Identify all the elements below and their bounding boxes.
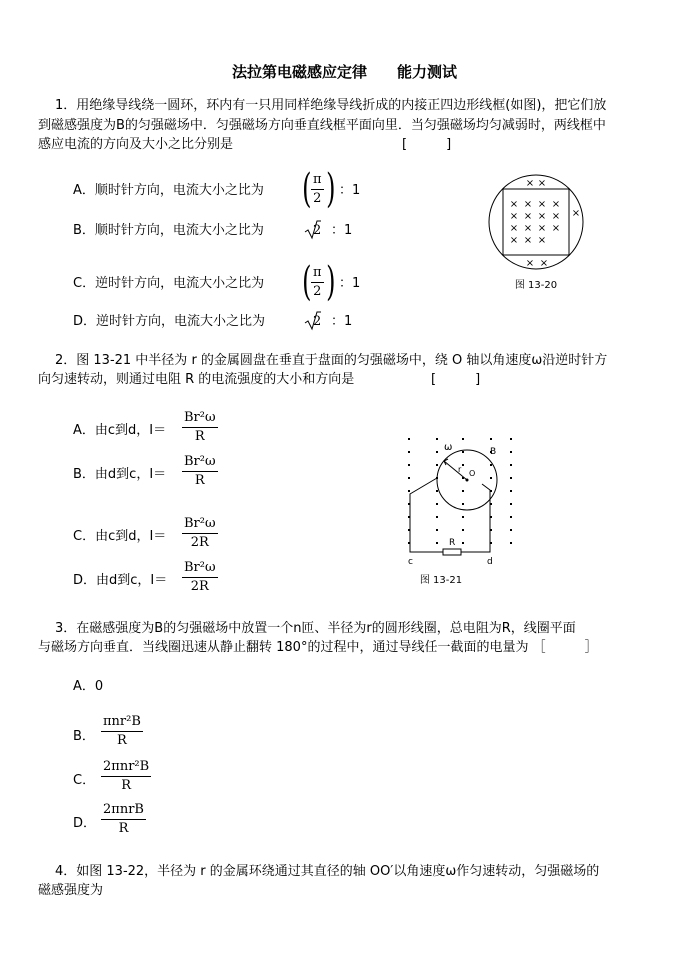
label-r-resistor: R: [449, 538, 456, 548]
frac-denominator: 2R: [190, 579, 209, 594]
field-dot: [510, 438, 512, 440]
field-dot: [510, 529, 512, 531]
label-r: r: [458, 465, 462, 474]
frac-denominator: 2: [313, 284, 322, 299]
ratio-tail: ：1: [339, 183, 361, 198]
field-cross-mark: ×: [539, 258, 549, 269]
q3-stem-line-1: 3．在磁感强度为B的匀强磁场中放置一个n匝、半径为r的圆形线圈，总电阻为R，线圈平面: [55, 621, 576, 636]
sqrt-radicand: 2: [313, 314, 322, 329]
fraction: [182, 560, 218, 595]
paren-left: (: [302, 259, 312, 305]
ratio-tail: ：1: [331, 314, 353, 329]
q2-stem-line-2: 向匀速转动，则通过电阻 R 的电流强度的大小和方向是: [38, 372, 355, 387]
field-dot: [408, 438, 410, 440]
frac-numerator: Br²ω: [182, 560, 218, 578]
q1-option-d: D．逆时针方向，电流大小之比为: [73, 314, 266, 329]
field-dot: [436, 529, 438, 531]
field-cross-mark: ×: [551, 211, 561, 222]
field-cross-mark: ×: [523, 199, 533, 210]
frac-denominator: R: [118, 821, 129, 836]
field-cross-mark: ×: [523, 223, 533, 234]
fraction-pi-over-2: [311, 172, 324, 207]
field-dot: [436, 503, 438, 505]
frac-denominator: R: [194, 473, 205, 488]
field-cross-mark: ×: [523, 211, 533, 222]
label-b: B: [490, 447, 497, 457]
field-cross-mark: ×: [537, 223, 547, 234]
field-dot: [408, 464, 410, 466]
paren-left: (: [302, 166, 312, 212]
field-dot: [510, 477, 512, 479]
frac-numerator: πnr²B: [101, 714, 143, 732]
fraction: [182, 516, 218, 551]
label-o: O: [469, 469, 476, 478]
figure-13-20: [486, 174, 586, 294]
field-cross-mark: ×: [551, 223, 561, 234]
field-dot: [408, 451, 410, 453]
frac-denominator: R: [194, 429, 205, 444]
label-d: d: [487, 557, 493, 567]
figure-label: 图 13-21: [419, 575, 463, 586]
field-cross-mark: ×: [525, 178, 535, 189]
field-cross-mark: ×: [537, 178, 547, 189]
resistor: [443, 549, 461, 555]
fraction: [101, 802, 146, 837]
field-dot: [462, 464, 464, 466]
field-dot: [510, 516, 512, 518]
field-dot: [490, 477, 492, 479]
field-dot: [462, 542, 464, 544]
right-wire: [461, 484, 490, 552]
q2-option-a: A．由c到d，I＝: [73, 423, 167, 438]
field-cross-mark: ×: [509, 223, 519, 234]
field-dot: [510, 490, 512, 492]
frac-numerator: Br²ω: [182, 454, 218, 472]
field-cross-mark: ×: [523, 235, 533, 246]
q1-stem-line-3: 感应电流的方向及大小之比分别是: [38, 137, 234, 152]
field-cross-mark: ×: [551, 199, 561, 210]
page-title: 法拉第电磁感应定律 能力测试: [232, 63, 458, 81]
frac-numerator: π: [311, 172, 324, 190]
q3-option-b: B．: [73, 729, 95, 744]
fraction: [101, 714, 143, 749]
field-dot: [462, 529, 464, 531]
field-dot: [510, 451, 512, 453]
field-dot: [436, 464, 438, 466]
field-dot: [462, 490, 464, 492]
q2-stem-line-1: 2．图 13-21 中半径为 r 的金属圆盘在垂直于盘面的匀强磁场中，绕 O 轴以角速度ω沿逆时针方: [55, 353, 608, 368]
fraction: [182, 454, 218, 489]
field-dot: [462, 503, 464, 505]
q3-option-d: D．: [73, 816, 97, 831]
frac-numerator: 2πnr²B: [101, 759, 151, 777]
field-dot: [490, 464, 492, 466]
field-cross-mark: ×: [525, 258, 535, 269]
q2-option-d: D．由d到c，I＝: [73, 573, 168, 588]
field-cross-mark: ×: [509, 235, 519, 246]
label-omega: ω: [444, 442, 453, 453]
field-cross-mark: ×: [537, 199, 547, 210]
field-cross-mark: ×: [509, 199, 519, 210]
label-c: c: [408, 557, 413, 567]
q3-stem-line-2: 与磁场方向垂直．当线圈迅速从静止翻转 180°的过程中，通过导线任一截面的电量为 ［ ］: [38, 640, 598, 655]
field-dot: [510, 503, 512, 505]
field-dot: [462, 516, 464, 518]
field-dot: [510, 464, 512, 466]
frac-numerator: π: [311, 265, 324, 283]
paren-right: ): [326, 259, 336, 305]
field-dot: [462, 438, 464, 440]
field-dot: [436, 516, 438, 518]
q1-option-c: C．逆时针方向，电流大小之比为: [73, 276, 265, 291]
q1-stem-line-1: 1．用绝缘导线绕一圆环，环内有一只用同样绝缘导线折成的内接正四边形线框(如图)，把它们放: [55, 98, 607, 113]
q2-answer-bracket: [ ]: [431, 372, 481, 387]
field-dot: [436, 438, 438, 440]
field-cross-mark: ×: [537, 211, 547, 222]
frac-denominator: R: [121, 778, 131, 793]
radius-line: [444, 461, 467, 480]
q1-option-a: A．顺时针方向，电流大小之比为: [73, 183, 264, 198]
field-dot: [436, 451, 438, 453]
q4-stem-line-2: 磁感强度为: [38, 883, 104, 898]
field-dot: [510, 542, 512, 544]
q1-stem-line-2: 到磁感强度为B的匀强磁场中．匀强磁场方向垂直线框平面向里．当匀强磁场均匀减弱时，两线框中: [38, 118, 606, 133]
figure-label: 图 13-20: [514, 280, 558, 291]
q4-stem-line-1: 4．如图 13-22，半径为 r 的金属环绕通过其直径的轴 OO′以角速度ω作匀速转动，匀强磁场的: [55, 864, 600, 879]
fraction-pi-over-2: [311, 265, 324, 300]
frac-numerator: Br²ω: [182, 516, 218, 534]
q3-option-c: C．: [73, 773, 96, 788]
field-dot: [462, 451, 464, 453]
paren-right: ): [326, 166, 336, 212]
field-dot: [490, 438, 492, 440]
q2-option-b: B．由d到c，I＝: [73, 467, 167, 482]
frac-denominator: 2: [313, 191, 322, 206]
frac-denominator: 2R: [190, 535, 209, 550]
q1-option-b: B．顺时针方向，电流大小之比为: [73, 223, 264, 238]
sqrt-radicand: 2: [313, 223, 322, 238]
frac-denominator: R: [117, 733, 127, 748]
field-dot: [408, 477, 410, 479]
fraction: [182, 410, 218, 445]
field-cross-mark: ×: [537, 235, 547, 246]
ratio-tail: ：1: [339, 276, 361, 291]
figure-13-21: [400, 432, 525, 587]
q3-option-a: A．0: [73, 679, 104, 694]
frac-numerator: Br²ω: [182, 410, 218, 428]
field-cross-mark: ×: [571, 208, 581, 219]
frac-numerator: 2πnrB: [101, 802, 146, 820]
field-dot: [436, 490, 438, 492]
fraction: [101, 759, 151, 794]
ratio-tail: ：1: [331, 223, 353, 238]
field-dot: [408, 490, 410, 492]
field-dot: [436, 542, 438, 544]
axis-o: [466, 479, 469, 482]
magnetic-field-dots: [408, 438, 512, 544]
q1-answer-bracket: [ ]: [402, 137, 452, 152]
field-cross-mark: ×: [509, 211, 519, 222]
q2-option-c: C．由c到d，I＝: [73, 529, 167, 544]
